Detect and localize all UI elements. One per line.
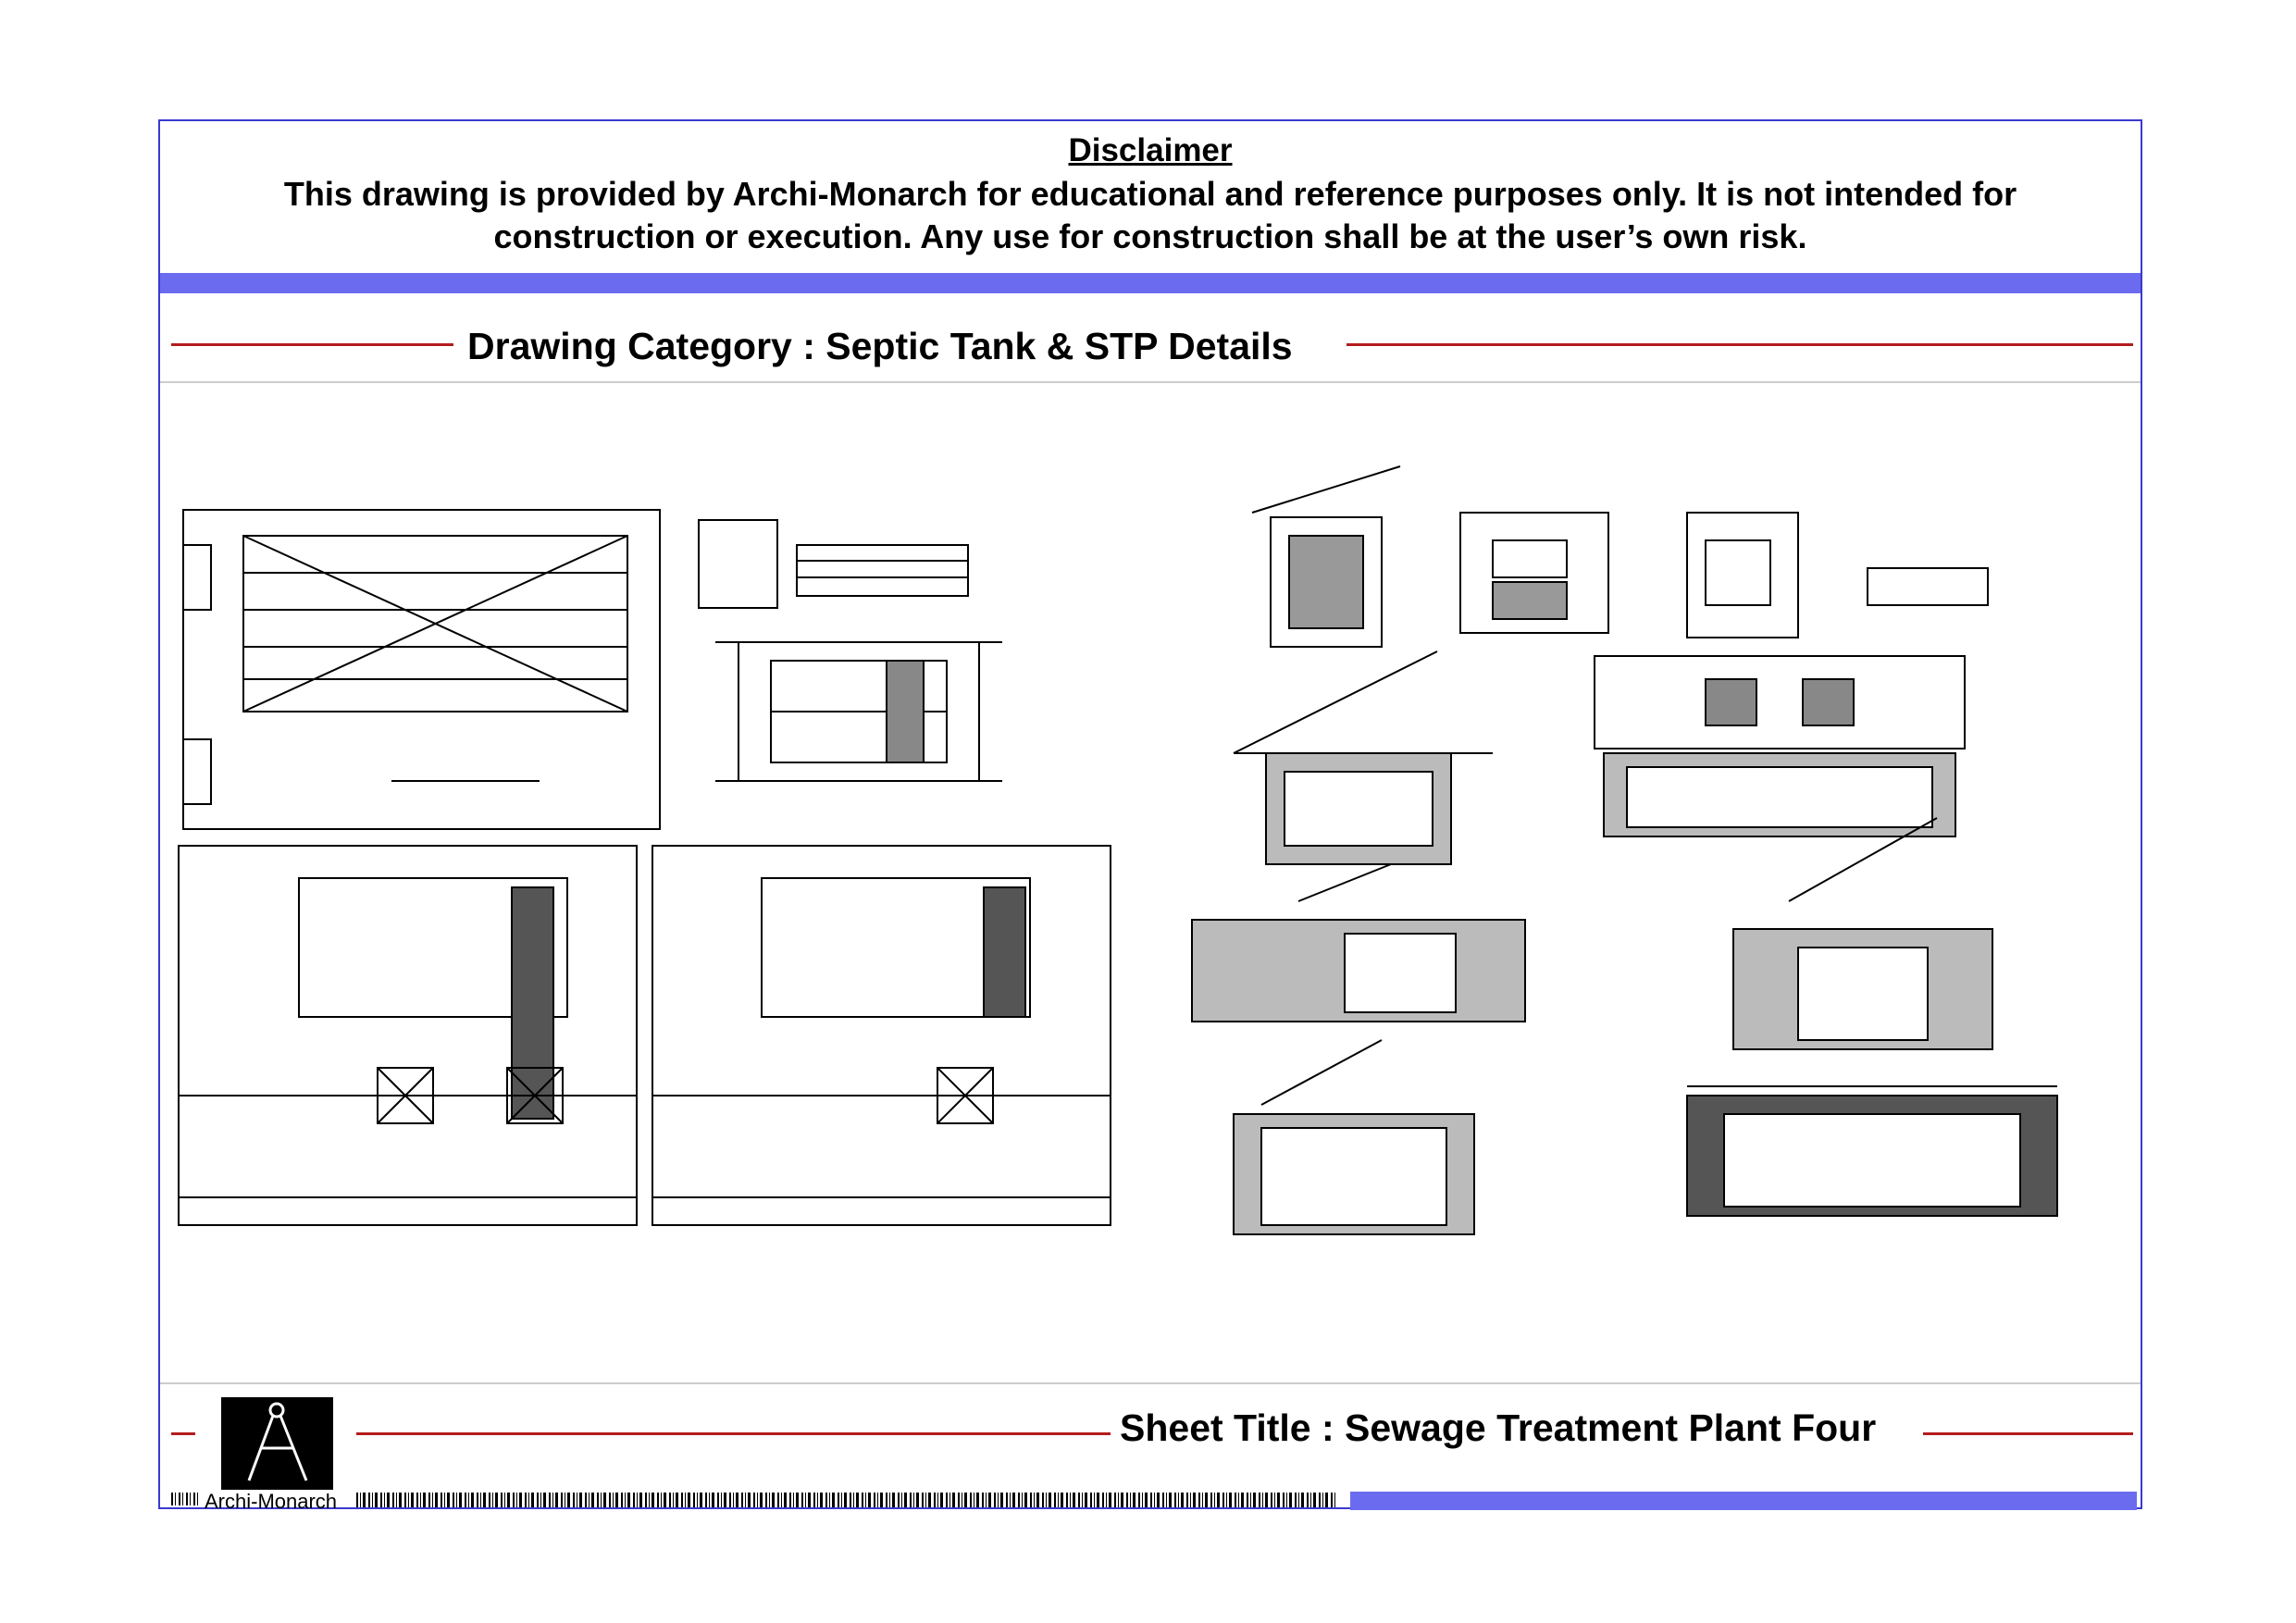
section-6 [1687, 1086, 2057, 1216]
legend-table [699, 520, 968, 608]
drawing-area [160, 383, 2141, 1504]
footer-band [1350, 1492, 2137, 1510]
footer-divider [160, 1382, 2141, 1384]
sheet-rule-left [356, 1432, 1111, 1435]
compass-icon [221, 1397, 333, 1490]
section-3 [1192, 864, 1525, 1022]
plant-room-plan [715, 642, 1002, 781]
category-title: Drawing Category : Septic Tank & STP Details [467, 325, 1293, 367]
section-5 [1234, 1040, 1474, 1234]
disclaimer-title: Disclaimer [1068, 132, 1233, 168]
wall-details [1252, 466, 1988, 647]
footer-rule-left [171, 1432, 195, 1435]
disclaimer-line-1: This drawing is provided by Archi-Monarch for educational and reference purposes only. It is not intended for [283, 175, 2017, 213]
section-2 [1595, 656, 1965, 836]
category-row [160, 293, 2141, 383]
sheet-frame [158, 119, 2142, 1513]
header-band [160, 273, 2141, 293]
disclaimer-text [216, 173, 2085, 258]
category-rule-left [171, 343, 453, 346]
stp-plan-lower-2 [652, 846, 1111, 1225]
disclaimer-line-2: construction or execution. Any use for construction shall be at the user’s own risk. [493, 217, 1807, 255]
disclaimer-block [160, 121, 2141, 273]
sheet-title: Sheet Title : Sewage Treatment Plant Four [1120, 1406, 1877, 1449]
stp-plan-top-left [183, 510, 660, 829]
sheet-rule-right [1923, 1432, 2133, 1435]
barcode-left [171, 1493, 201, 1505]
section-4 [1733, 818, 1992, 1049]
brand-name: Archi-Monarch [205, 1490, 338, 1513]
stp-plan-lower-1 [179, 846, 637, 1225]
category-rule-right [1347, 343, 2133, 346]
barcode [356, 1493, 1337, 1507]
archi-monarch-logo [221, 1397, 333, 1490]
section-1 [1234, 651, 1493, 864]
